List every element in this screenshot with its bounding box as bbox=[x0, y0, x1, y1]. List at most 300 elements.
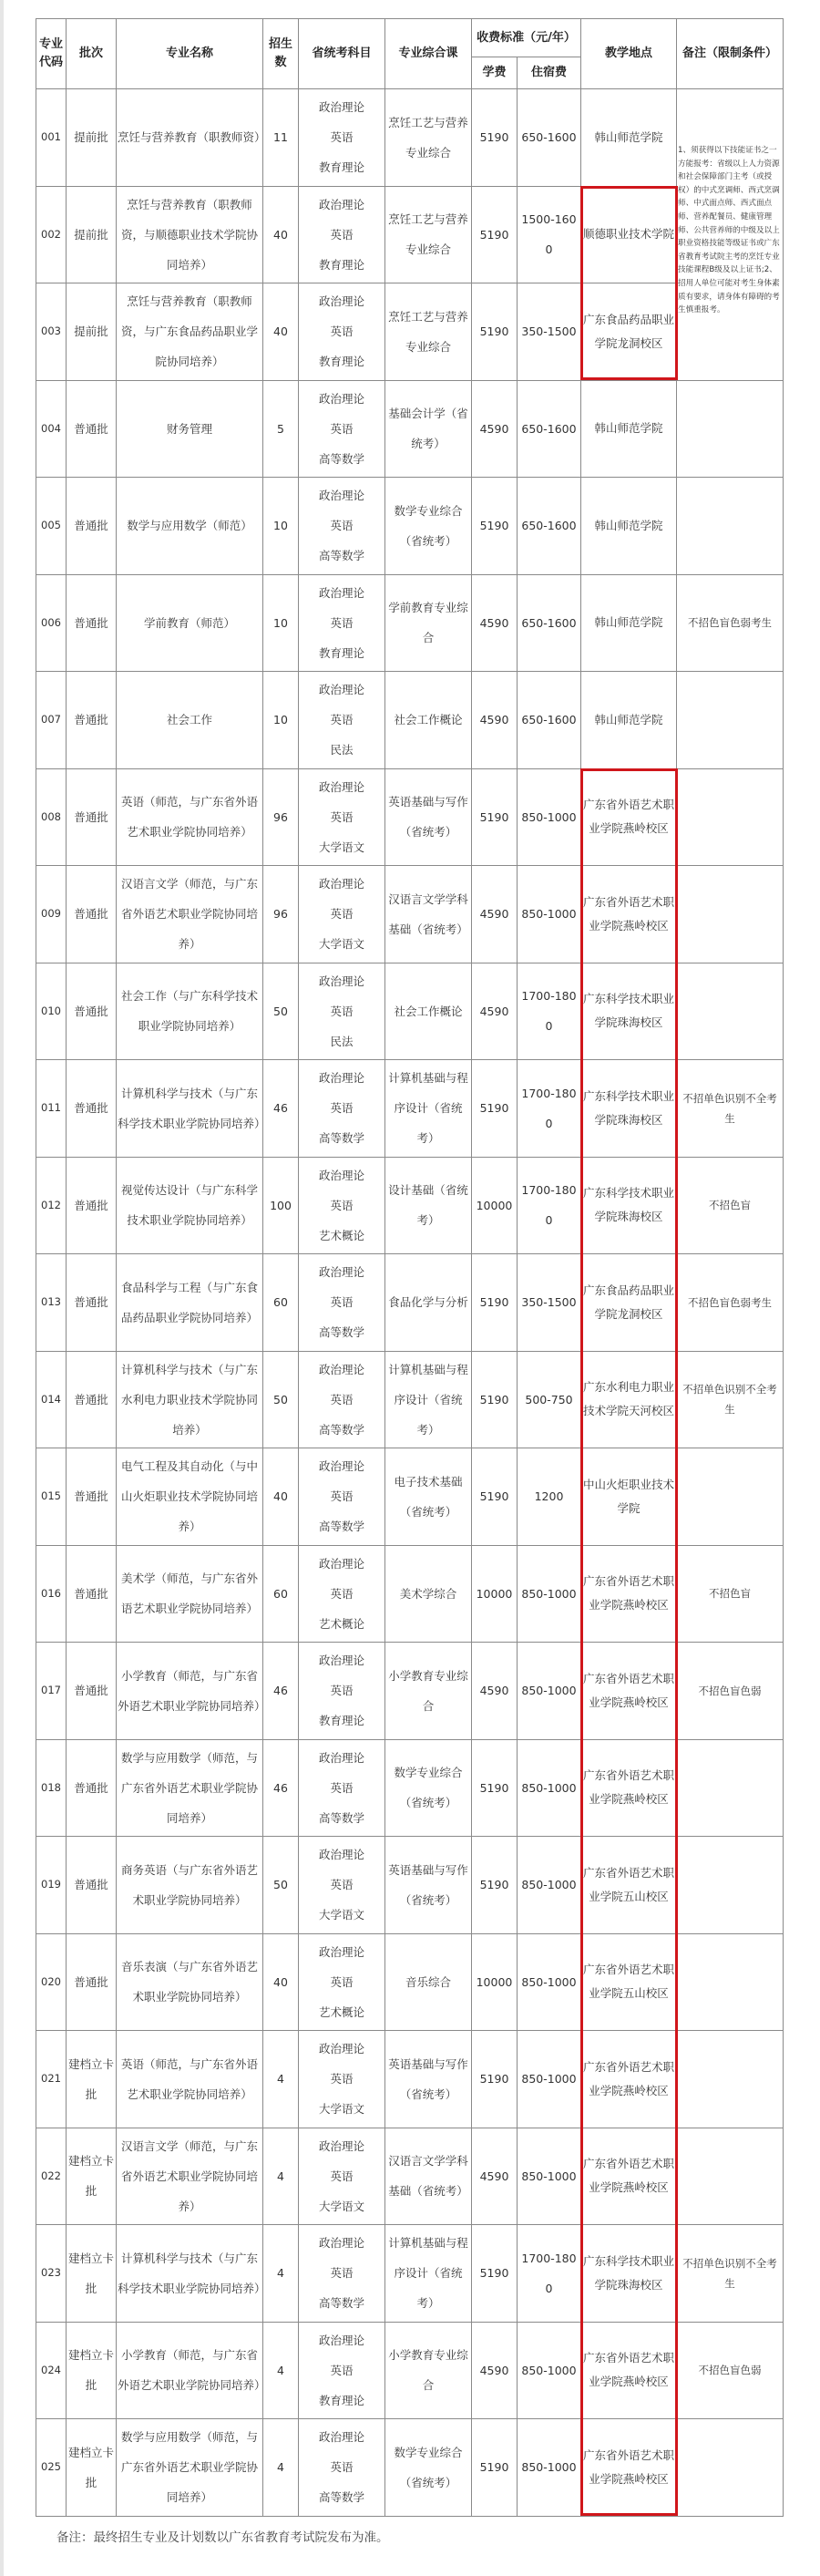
enrollment-count: 4 bbox=[263, 2128, 299, 2225]
tuition: 4590 bbox=[472, 1643, 518, 1740]
exam-subject: 教育理论 bbox=[318, 645, 364, 660]
comprehensive-course: 设计基础（省统考） bbox=[385, 1157, 472, 1254]
comprehensive-course: 烹饪工艺与营养专业综合 bbox=[385, 89, 472, 187]
major-code: 015 bbox=[36, 1448, 67, 1546]
tuition: 5190 bbox=[472, 1351, 518, 1448]
exam-subject: 英语 bbox=[330, 1004, 354, 1018]
comprehensive-course: 汉语言文学学科基础（省统考） bbox=[385, 2128, 472, 2225]
exam-subject: 大学语文 bbox=[318, 2199, 364, 2213]
tuition: 4590 bbox=[472, 2322, 518, 2419]
exam-subject: 政治理论 bbox=[318, 2333, 364, 2347]
table-row bbox=[36, 380, 784, 478]
exam-subject: 英语 bbox=[330, 519, 354, 533]
exam-subjects bbox=[299, 672, 385, 769]
table-row bbox=[36, 1060, 784, 1158]
remark: 1、须获得以下技能证书之一方能报考：省级以上人力资源和社会保障部门主考（或授权）的中式烹调师、西式烹调师、中式面点师、西式面点师、营养配餐员、健康管理师、公共营养师的中级及以上职业资格技能等级证书或广东省教育考试院主考的烹饪专业技能课程B级及以上证书;2、招用人单位可能对考生身体素质有要求，请身体有障碍的考生慎重报考。 bbox=[677, 89, 784, 381]
teaching-location: 广东科学技术职业学院珠海校区 bbox=[581, 963, 677, 1060]
batch: 普通批 bbox=[67, 1545, 117, 1643]
dorm-fee: 1700-1800 bbox=[518, 2225, 581, 2323]
exam-subject: 英语 bbox=[330, 421, 354, 436]
exam-subjects bbox=[299, 1351, 385, 1448]
tuition: 4590 bbox=[472, 380, 518, 478]
major-code: 020 bbox=[36, 1933, 67, 2031]
major-code: 010 bbox=[36, 963, 67, 1060]
comprehensive-course: 小学教育专业综合 bbox=[385, 1643, 472, 1740]
tuition: 5190 bbox=[472, 2419, 518, 2517]
tuition: 5190 bbox=[472, 478, 518, 575]
major-code: 001 bbox=[36, 89, 67, 187]
major-code: 002 bbox=[36, 186, 67, 283]
header-fee-standard: 收费标准（元/年） bbox=[472, 19, 581, 57]
table-row bbox=[36, 2322, 784, 2419]
teaching-location: 韩山师范学院 bbox=[581, 380, 677, 478]
comprehensive-course: 计算机基础与程序设计（省统考） bbox=[385, 1060, 472, 1158]
exam-subject: 英语 bbox=[330, 1878, 354, 1892]
batch: 普通批 bbox=[67, 1254, 117, 1352]
table-row bbox=[36, 186, 784, 283]
major-code: 019 bbox=[36, 1837, 67, 1934]
exam-subject: 教育理论 bbox=[318, 257, 364, 272]
enrollment-count: 60 bbox=[263, 1545, 299, 1643]
teaching-location: 广东科学技术职业学院珠海校区 bbox=[581, 1157, 677, 1254]
exam-subject: 英语 bbox=[330, 1780, 354, 1795]
table-row bbox=[36, 574, 784, 672]
exam-subject: 英语 bbox=[330, 2363, 354, 2377]
major-code: 004 bbox=[36, 380, 67, 478]
remark: 不招色盲 bbox=[677, 1545, 784, 1643]
exam-subject: 政治理论 bbox=[318, 2430, 364, 2445]
dorm-fee: 1700-1800 bbox=[518, 963, 581, 1060]
remark: 不招单色识别不全考生 bbox=[677, 1060, 784, 1158]
enrollment-table-container bbox=[36, 18, 783, 2517]
dorm-fee: 850-1000 bbox=[518, 2031, 581, 2128]
exam-subject: 英语 bbox=[330, 1489, 354, 1504]
major-code: 013 bbox=[36, 1254, 67, 1352]
enrollment-count: 10 bbox=[263, 574, 299, 672]
exam-subject: 政治理论 bbox=[318, 2236, 364, 2251]
tuition: 5190 bbox=[472, 186, 518, 283]
teaching-location: 广东科学技术职业学院珠海校区 bbox=[581, 2225, 677, 2323]
teaching-location: 广东省外语艺术职业学院燕岭校区 bbox=[581, 2128, 677, 2225]
remark bbox=[677, 1837, 784, 1934]
table-row bbox=[36, 2031, 784, 2128]
comprehensive-course: 小学教育专业综合 bbox=[385, 2322, 472, 2419]
exam-subject: 英语 bbox=[330, 713, 354, 727]
exam-subject: 高等数学 bbox=[318, 549, 364, 563]
exam-subject: 英语 bbox=[330, 907, 354, 922]
major-name: 英语（师范，与广东省外语艺术职业学院协同培养） bbox=[117, 2031, 263, 2128]
table-row bbox=[36, 1545, 784, 1643]
exam-subjects bbox=[299, 2031, 385, 2128]
enrollment-count: 96 bbox=[263, 866, 299, 963]
exam-subject: 英语 bbox=[330, 2266, 354, 2281]
header-location: 教学地点 bbox=[581, 19, 677, 89]
remark bbox=[677, 963, 784, 1060]
footer-note: 备注：最终招生专业及计划数以广东省教育考试院发布为准。 bbox=[56, 2530, 389, 2545]
major-name: 数学与应用数学（师范，与广东省外语艺术职业学院协同培养） bbox=[117, 2419, 263, 2517]
exam-subjects bbox=[299, 963, 385, 1060]
batch: 普通批 bbox=[67, 768, 117, 866]
table-row bbox=[36, 1254, 784, 1352]
exam-subject: 高等数学 bbox=[318, 1810, 364, 1825]
remark bbox=[677, 2419, 784, 2517]
exam-subjects bbox=[299, 574, 385, 672]
exam-subject: 英语 bbox=[330, 2169, 354, 2183]
exam-subjects bbox=[299, 866, 385, 963]
major-name: 烹饪与营养教育（职教师资，与顺德职业技术学院协同培养） bbox=[117, 186, 263, 283]
comprehensive-course: 烹饪工艺与营养专业综合 bbox=[385, 283, 472, 381]
exam-subject: 政治理论 bbox=[318, 294, 364, 309]
comprehensive-course: 社会工作概论 bbox=[385, 963, 472, 1060]
dorm-fee: 350-1500 bbox=[518, 283, 581, 381]
major-code: 017 bbox=[36, 1643, 67, 1740]
exam-subject: 高等数学 bbox=[318, 1131, 364, 1146]
major-code: 003 bbox=[36, 283, 67, 381]
exam-subjects bbox=[299, 2225, 385, 2323]
enrollment-count: 40 bbox=[263, 1448, 299, 1546]
table-row bbox=[36, 768, 784, 866]
exam-subject: 大学语文 bbox=[318, 2102, 364, 2117]
table-row bbox=[36, 1351, 784, 1448]
exam-subject: 英语 bbox=[330, 1295, 354, 1310]
comprehensive-course: 计算机基础与程序设计（省统考） bbox=[385, 2225, 472, 2323]
remark: 不招单色识别不全考生 bbox=[677, 2225, 784, 2323]
teaching-location: 韩山师范学院 bbox=[581, 574, 677, 672]
teaching-location: 广东省外语艺术职业学院燕岭校区 bbox=[581, 2322, 677, 2419]
exam-subject: 英语 bbox=[330, 1586, 354, 1601]
dorm-fee: 350-1500 bbox=[518, 1254, 581, 1352]
tuition: 5190 bbox=[472, 1837, 518, 1934]
major-code: 009 bbox=[36, 866, 67, 963]
exam-subject: 英语 bbox=[330, 2072, 354, 2087]
major-name: 汉语言文学（师范，与广东省外语艺术职业学院协同培养） bbox=[117, 2128, 263, 2225]
enrollment-count: 50 bbox=[263, 963, 299, 1060]
major-name: 社会工作（与广东科学技术职业学院协同培养） bbox=[117, 963, 263, 1060]
comprehensive-course: 美术学综合 bbox=[385, 1545, 472, 1643]
exam-subjects bbox=[299, 2322, 385, 2419]
tuition: 4590 bbox=[472, 672, 518, 769]
major-code: 022 bbox=[36, 2128, 67, 2225]
comprehensive-course: 学前教育专业综合 bbox=[385, 574, 472, 672]
major-code: 012 bbox=[36, 1157, 67, 1254]
exam-subject: 政治理论 bbox=[318, 1944, 364, 1959]
major-name: 电气工程及其自动化（与中山火炬职业技术学院协同培养） bbox=[117, 1448, 263, 1546]
major-code: 021 bbox=[36, 2031, 67, 2128]
batch: 普通批 bbox=[67, 1060, 117, 1158]
enrollment-count: 10 bbox=[263, 672, 299, 769]
tuition: 5190 bbox=[472, 2225, 518, 2323]
dorm-fee: 1500-1600 bbox=[518, 186, 581, 283]
teaching-location: 广东水利电力职业技术学院天河校区 bbox=[581, 1351, 677, 1448]
exam-subjects bbox=[299, 1739, 385, 1837]
enrollment-count: 46 bbox=[263, 1060, 299, 1158]
exam-subject: 政治理论 bbox=[318, 1750, 364, 1765]
exam-subject: 政治理论 bbox=[318, 1265, 364, 1280]
dorm-fee: 850-1000 bbox=[518, 1933, 581, 2031]
tuition: 5190 bbox=[472, 283, 518, 381]
exam-subject: 英语 bbox=[330, 615, 354, 630]
exam-subject: 英语 bbox=[330, 809, 354, 824]
major-code: 005 bbox=[36, 478, 67, 575]
exam-subject: 大学语文 bbox=[318, 937, 364, 952]
header-count: 招生数 bbox=[263, 19, 299, 89]
major-name: 音乐表演（与广东省外语艺术职业学院协同培养） bbox=[117, 1933, 263, 2031]
teaching-location: 韩山师范学院 bbox=[581, 478, 677, 575]
table-row bbox=[36, 866, 784, 963]
table-row bbox=[36, 1643, 784, 1740]
major-name: 学前教育（师范） bbox=[117, 574, 263, 672]
comprehensive-course: 数学专业综合（省统考） bbox=[385, 1739, 472, 1837]
exam-subjects bbox=[299, 283, 385, 381]
dorm-fee: 650-1600 bbox=[518, 478, 581, 575]
table-row bbox=[36, 1739, 784, 1837]
teaching-location: 韩山师范学院 bbox=[581, 672, 677, 769]
teaching-location: 广东省外语艺术职业学院燕岭校区 bbox=[581, 1643, 677, 1740]
dorm-fee: 850-1000 bbox=[518, 1643, 581, 1740]
exam-subject: 民法 bbox=[330, 743, 354, 757]
exam-subjects bbox=[299, 768, 385, 866]
teaching-location: 广东省外语艺术职业学院燕岭校区 bbox=[581, 2031, 677, 2128]
exam-subject: 政治理论 bbox=[318, 1459, 364, 1474]
enrollment-count: 100 bbox=[263, 1157, 299, 1254]
batch: 普通批 bbox=[67, 574, 117, 672]
remark bbox=[677, 768, 784, 866]
table-row bbox=[36, 963, 784, 1060]
teaching-location: 广东食品药品职业学院龙洞校区 bbox=[581, 283, 677, 381]
batch: 普通批 bbox=[67, 1933, 117, 2031]
enrollment-count: 40 bbox=[263, 283, 299, 381]
major-name: 数学与应用数学（师范，与广东省外语艺术职业学院协同培养） bbox=[117, 1739, 263, 1837]
header-exam-subjects: 省统考科目 bbox=[299, 19, 385, 89]
table-row bbox=[36, 672, 784, 769]
teaching-location: 广东省外语艺术职业学院燕岭校区 bbox=[581, 866, 677, 963]
remark bbox=[677, 866, 784, 963]
major-name: 财务管理 bbox=[117, 380, 263, 478]
enrollment-count: 10 bbox=[263, 478, 299, 575]
tuition: 5190 bbox=[472, 1739, 518, 1837]
exam-subjects bbox=[299, 1933, 385, 2031]
major-name: 数学与应用数学（师范） bbox=[117, 478, 263, 575]
teaching-location: 广东食品药品职业学院龙洞校区 bbox=[581, 1254, 677, 1352]
remark bbox=[677, 380, 784, 478]
dorm-fee: 500-750 bbox=[518, 1351, 581, 1448]
dorm-fee: 850-1000 bbox=[518, 2128, 581, 2225]
exam-subject: 艺术概论 bbox=[318, 2004, 364, 2019]
exam-subject: 政治理论 bbox=[318, 391, 364, 406]
exam-subject: 政治理论 bbox=[318, 1071, 364, 1086]
major-code: 014 bbox=[36, 1351, 67, 1448]
header-dorm-fee: 住宿费 bbox=[518, 57, 581, 89]
table-row bbox=[36, 1933, 784, 2031]
comprehensive-course: 英语基础与写作（省统考） bbox=[385, 1837, 472, 1934]
exam-subject: 英语 bbox=[330, 227, 354, 242]
exam-subject: 英语 bbox=[330, 1198, 354, 1212]
exam-subjects bbox=[299, 1643, 385, 1740]
header-code: 专业代码 bbox=[36, 19, 67, 89]
major-name: 英语（师范，与广东省外语艺术职业学院协同培养） bbox=[117, 768, 263, 866]
table-row bbox=[36, 2419, 784, 2517]
comprehensive-course: 食品化学与分析 bbox=[385, 1254, 472, 1352]
remark bbox=[677, 1739, 784, 1837]
exam-subject: 教育理论 bbox=[318, 160, 364, 175]
exam-subject: 艺术概论 bbox=[318, 1616, 364, 1631]
major-code: 025 bbox=[36, 2419, 67, 2517]
exam-subject: 政治理论 bbox=[318, 2042, 364, 2056]
major-code: 008 bbox=[36, 768, 67, 866]
remark bbox=[677, 2031, 784, 2128]
remark: 不招色盲色弱 bbox=[677, 1643, 784, 1740]
tuition: 10000 bbox=[472, 1545, 518, 1643]
exam-subject: 政治理论 bbox=[318, 1362, 364, 1376]
batch: 普通批 bbox=[67, 1739, 117, 1837]
tuition: 10000 bbox=[472, 1933, 518, 2031]
exam-subject: 政治理论 bbox=[318, 1556, 364, 1571]
remark: 不招色盲色弱考生 bbox=[677, 1254, 784, 1352]
exam-subjects bbox=[299, 2128, 385, 2225]
header-tuition: 学费 bbox=[472, 57, 518, 89]
enrollment-count: 40 bbox=[263, 186, 299, 283]
exam-subjects bbox=[299, 1157, 385, 1254]
exam-subject: 英语 bbox=[330, 325, 354, 339]
comprehensive-course: 音乐综合 bbox=[385, 1933, 472, 2031]
enrollment-count: 5 bbox=[263, 380, 299, 478]
remark bbox=[677, 478, 784, 575]
batch: 建档立卡批 bbox=[67, 2128, 117, 2225]
table-body bbox=[36, 89, 784, 2517]
page-edge bbox=[0, 0, 4, 2576]
exam-subjects bbox=[299, 2419, 385, 2517]
enrollment-count: 4 bbox=[263, 2225, 299, 2323]
remark bbox=[677, 672, 784, 769]
exam-subjects bbox=[299, 1254, 385, 1352]
major-code: 023 bbox=[36, 2225, 67, 2323]
major-name: 食品科学与工程（与广东食品药品职业学院协同培养） bbox=[117, 1254, 263, 1352]
major-name: 社会工作 bbox=[117, 672, 263, 769]
comprehensive-course: 英语基础与写作（省统考） bbox=[385, 768, 472, 866]
dorm-fee: 850-1000 bbox=[518, 2322, 581, 2419]
exam-subject: 艺术概论 bbox=[318, 1228, 364, 1242]
exam-subject: 大学语文 bbox=[318, 1908, 364, 1922]
batch: 普通批 bbox=[67, 1157, 117, 1254]
table-row bbox=[36, 1448, 784, 1546]
exam-subject: 高等数学 bbox=[318, 451, 364, 466]
dorm-fee: 1200 bbox=[518, 1448, 581, 1546]
comprehensive-course: 计算机基础与程序设计（省统考） bbox=[385, 1351, 472, 1448]
tuition: 5190 bbox=[472, 1060, 518, 1158]
batch: 建档立卡批 bbox=[67, 2031, 117, 2128]
comprehensive-course: 英语基础与写作（省统考） bbox=[385, 2031, 472, 2128]
remark: 不招色盲色弱考生 bbox=[677, 574, 784, 672]
exam-subjects bbox=[299, 1448, 385, 1546]
enrollment-count: 4 bbox=[263, 2322, 299, 2419]
table-row bbox=[36, 1157, 784, 1254]
teaching-location: 广东省外语艺术职业学院燕岭校区 bbox=[581, 1739, 677, 1837]
table-row bbox=[36, 478, 784, 575]
enrollment-count: 60 bbox=[263, 1254, 299, 1352]
major-code: 016 bbox=[36, 1545, 67, 1643]
exam-subjects bbox=[299, 380, 385, 478]
exam-subject: 高等数学 bbox=[318, 1520, 364, 1534]
exam-subjects bbox=[299, 1060, 385, 1158]
major-name: 汉语言文学（师范，与广东省外语艺术职业学院协同培养） bbox=[117, 866, 263, 963]
tuition: 5190 bbox=[472, 89, 518, 187]
batch: 提前批 bbox=[67, 186, 117, 283]
exam-subjects bbox=[299, 89, 385, 187]
tuition: 5190 bbox=[472, 2031, 518, 2128]
exam-subjects bbox=[299, 1545, 385, 1643]
exam-subject: 政治理论 bbox=[318, 974, 364, 988]
enrollment-count: 40 bbox=[263, 1933, 299, 2031]
teaching-location: 顺德职业技术学院 bbox=[581, 186, 677, 283]
table-row bbox=[36, 283, 784, 381]
batch: 普通批 bbox=[67, 1643, 117, 1740]
header-remark: 备注（限制条件） bbox=[677, 19, 784, 89]
exam-subject: 英语 bbox=[330, 1392, 354, 1406]
major-code: 007 bbox=[36, 672, 67, 769]
major-name: 烹饪与营养教育（职教师资，与广东食品药品职业学院协同培养） bbox=[117, 283, 263, 381]
dorm-fee: 650-1600 bbox=[518, 574, 581, 672]
batch: 普通批 bbox=[67, 1351, 117, 1448]
tuition: 4590 bbox=[472, 866, 518, 963]
batch: 普通批 bbox=[67, 1837, 117, 1934]
major-name: 计算机科学与技术（与广东科学技术职业学院协同培养） bbox=[117, 2225, 263, 2323]
teaching-location: 中山火炬职业技术学院 bbox=[581, 1448, 677, 1546]
exam-subject: 大学语文 bbox=[318, 840, 364, 854]
exam-subject: 政治理论 bbox=[318, 197, 364, 211]
exam-subject: 政治理论 bbox=[318, 877, 364, 891]
table-row bbox=[36, 1837, 784, 1934]
major-code: 011 bbox=[36, 1060, 67, 1158]
exam-subject: 教育理论 bbox=[318, 355, 364, 369]
teaching-location: 广东省外语艺术职业学院燕岭校区 bbox=[581, 1545, 677, 1643]
batch: 建档立卡批 bbox=[67, 2225, 117, 2323]
dorm-fee: 850-1000 bbox=[518, 2419, 581, 2517]
comprehensive-course: 数学专业综合（省统考） bbox=[385, 478, 472, 575]
batch: 普通批 bbox=[67, 866, 117, 963]
dorm-fee: 850-1000 bbox=[518, 1545, 581, 1643]
dorm-fee: 1700-1800 bbox=[518, 1060, 581, 1158]
major-code: 006 bbox=[36, 574, 67, 672]
exam-subject: 高等数学 bbox=[318, 1325, 364, 1340]
exam-subject: 高等数学 bbox=[318, 2296, 364, 2311]
enrollment-count: 4 bbox=[263, 2031, 299, 2128]
batch: 普通批 bbox=[67, 1448, 117, 1546]
exam-subject: 教育理论 bbox=[318, 1714, 364, 1728]
exam-subject: 英语 bbox=[330, 1974, 354, 1989]
enrollment-count: 96 bbox=[263, 768, 299, 866]
exam-subject: 教育理论 bbox=[318, 2393, 364, 2407]
tuition: 4590 bbox=[472, 963, 518, 1060]
exam-subject: 政治理论 bbox=[318, 1848, 364, 1862]
dorm-fee: 1700-1800 bbox=[518, 1157, 581, 1254]
remark bbox=[677, 2128, 784, 2225]
teaching-location: 广东省外语艺术职业学院燕岭校区 bbox=[581, 2419, 677, 2517]
batch: 普通批 bbox=[67, 380, 117, 478]
exam-subject: 高等数学 bbox=[318, 2490, 364, 2505]
batch: 普通批 bbox=[67, 963, 117, 1060]
batch: 建档立卡批 bbox=[67, 2322, 117, 2419]
comprehensive-course: 烹饪工艺与营养专业综合 bbox=[385, 186, 472, 283]
header-major-name: 专业名称 bbox=[117, 19, 263, 89]
exam-subject: 政治理论 bbox=[318, 1168, 364, 1182]
exam-subject: 民法 bbox=[330, 1034, 354, 1048]
major-name: 计算机科学与技术（与广东水利电力职业技术学院协同培养） bbox=[117, 1351, 263, 1448]
exam-subject: 政治理论 bbox=[318, 585, 364, 600]
exam-subject: 政治理论 bbox=[318, 100, 364, 115]
exam-subject: 政治理论 bbox=[318, 1654, 364, 1668]
exam-subject: 政治理论 bbox=[318, 683, 364, 697]
batch: 普通批 bbox=[67, 478, 117, 575]
